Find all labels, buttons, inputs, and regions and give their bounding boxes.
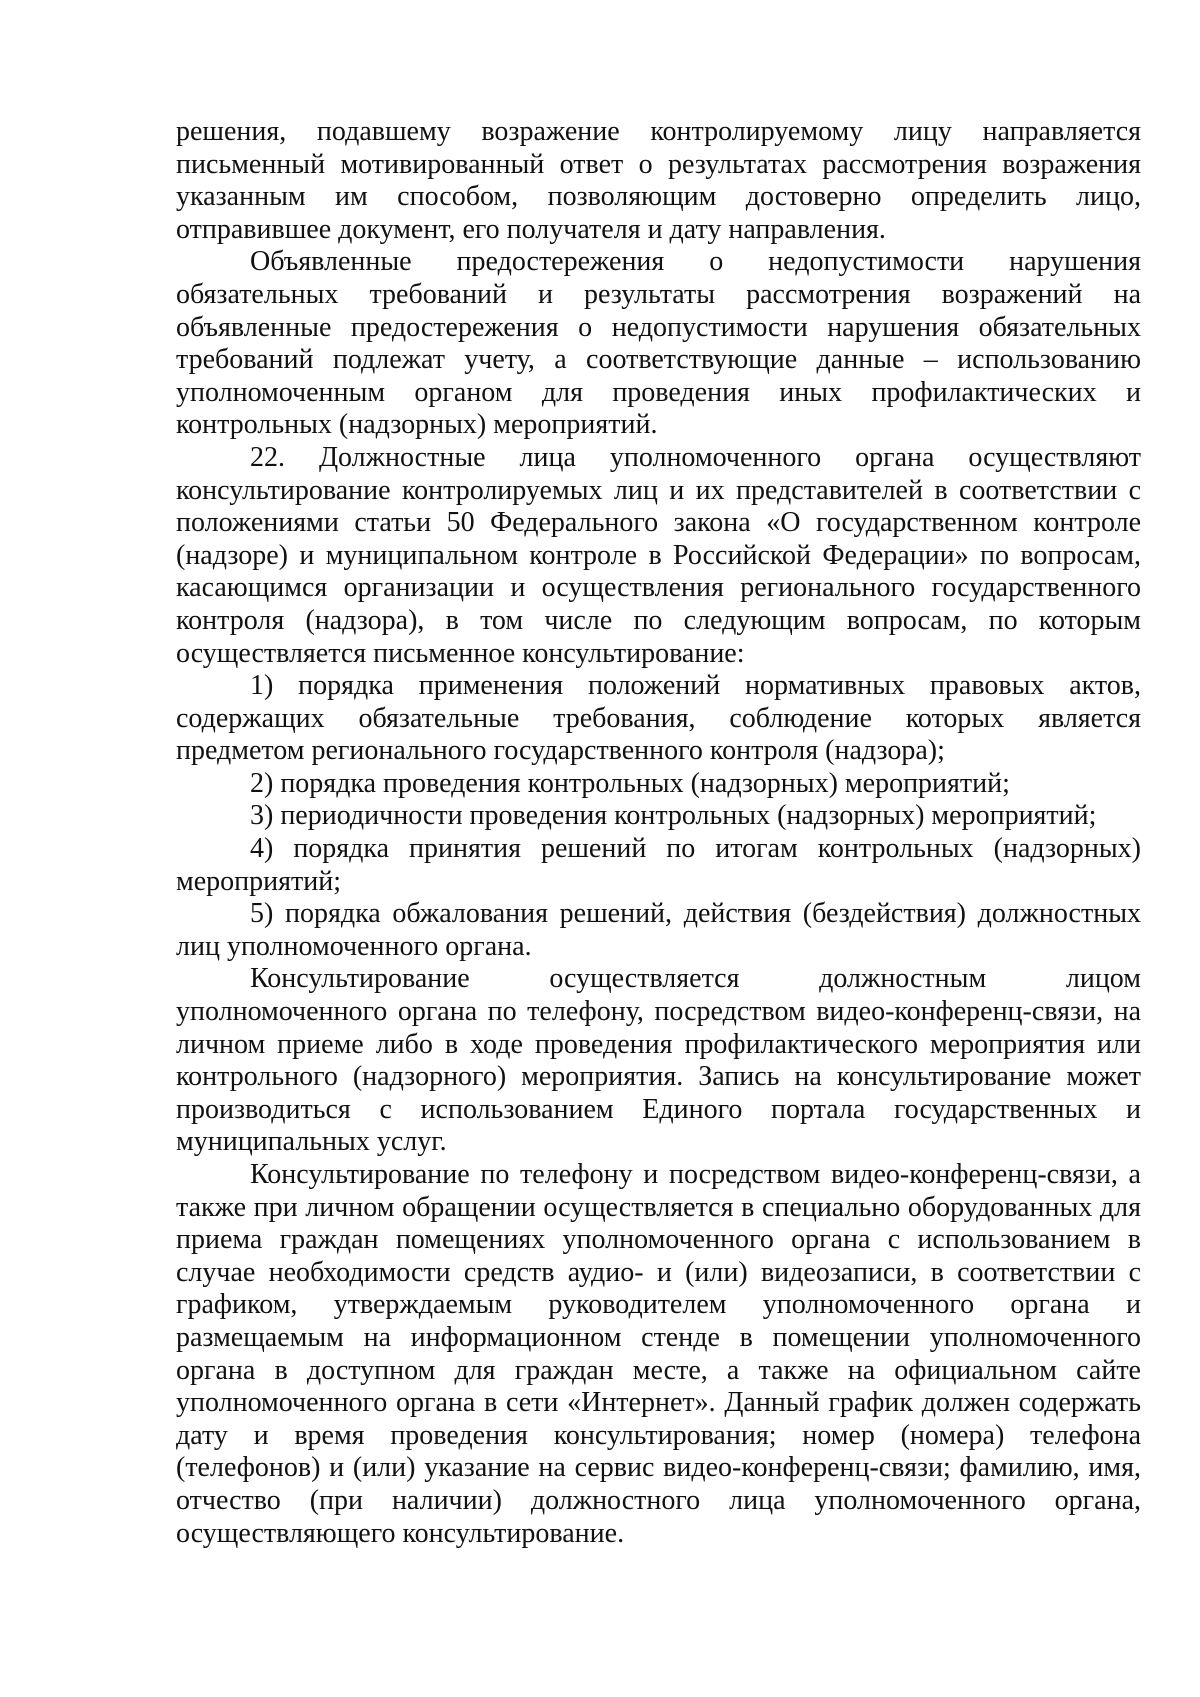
list-item-5: 5) порядка обжалования решений, действия (бездействия) должностных лиц уполномоченного органа. [176,898,1141,962]
paragraph-continuation: решения, подавшему возражение контролируемому лицу направляется письменный мотивированный ответ о результатах рассмотрения возражения указанным им способом, позволяющим достоверно определить лицо, отправившее документ, его получателя и дату направления. [176,116,1141,245]
paragraph-consulting-methods: Консультирование осуществляется должностным лицом уполномоченного органа по телефону, посредством видео-конференц-связи, на личном приеме либо в ходе проведения профилактического мероприятия или контрольного (надзорного) мероприятия. Запись на консультирование может производиться с использованием Единого портала государственных и муниципальных услуг. [176,963,1141,1158]
paragraph-consulting-schedule: Консультирование по телефону и посредством видео-конференц-связи, а также при личном обращении осуществляется в специально оборудованных для приема граждан помещениях уполномоченного органа с использованием в случае необходимости средств аудио- и (или) видеозаписи, в соответствии с графиком, утверждаемым руководителем уполномоченного органа и размещаемым на информационном стенде в помещении уполномоченного органа в доступном для граждан месте, а также на официальном сайте уполномоченного органа в сети «Интернет». Данный график должен содержать дату и время проведения консультирования; номер (номера) телефона (телефонов) и (или) указание на сервис видео-конференц-связи; фамилию, имя, отчество (при наличии) должностного лица уполномоченного органа, осуществляющего консультирование. [176,1159,1141,1549]
paragraph-warnings-accounting: Объявленные предостережения о недопустимости нарушения обязательных требований и результаты рассмотрения возражений на объявленные предостережения о недопустимости нарушения обязательных требований подлежат учету, а соответствующие данные – использованию уполномоченным органом для проведения иных профилактических и контрольных (надзорных) мероприятий. [176,246,1141,441]
list-item-1: 1) порядка применения положений нормативных правовых актов, содержащих обязательные требования, соблюдение которых является предметом регионального государственного контроля (надзора); [176,670,1141,767]
document-page [176,116,1141,1550]
list-item-2: 2) порядка проведения контрольных (надзорных) мероприятий; [250,767,1010,799]
list-item-3: 3) периодичности проведения контрольных (надзорных) мероприятий; [250,800,1097,832]
paragraph-item-22: 22. Должностные лица уполномоченного органа осуществляют консультирование контролируемых лиц и их представителей в соответствии с положениями статьи 50 Федерального закона «О государственном контроле (надзоре) и муниципальном контроле в Российской Федерации» по вопросам, касающимся организации и осуществления регионального государственного контроля (надзора), в том числе по следующим вопросам, по которым осуществляется письменное консультирование: [176,441,1141,669]
list-item-4: 4) порядка принятия решений по итогам контрольных (надзорных) мероприятий; [176,833,1141,897]
